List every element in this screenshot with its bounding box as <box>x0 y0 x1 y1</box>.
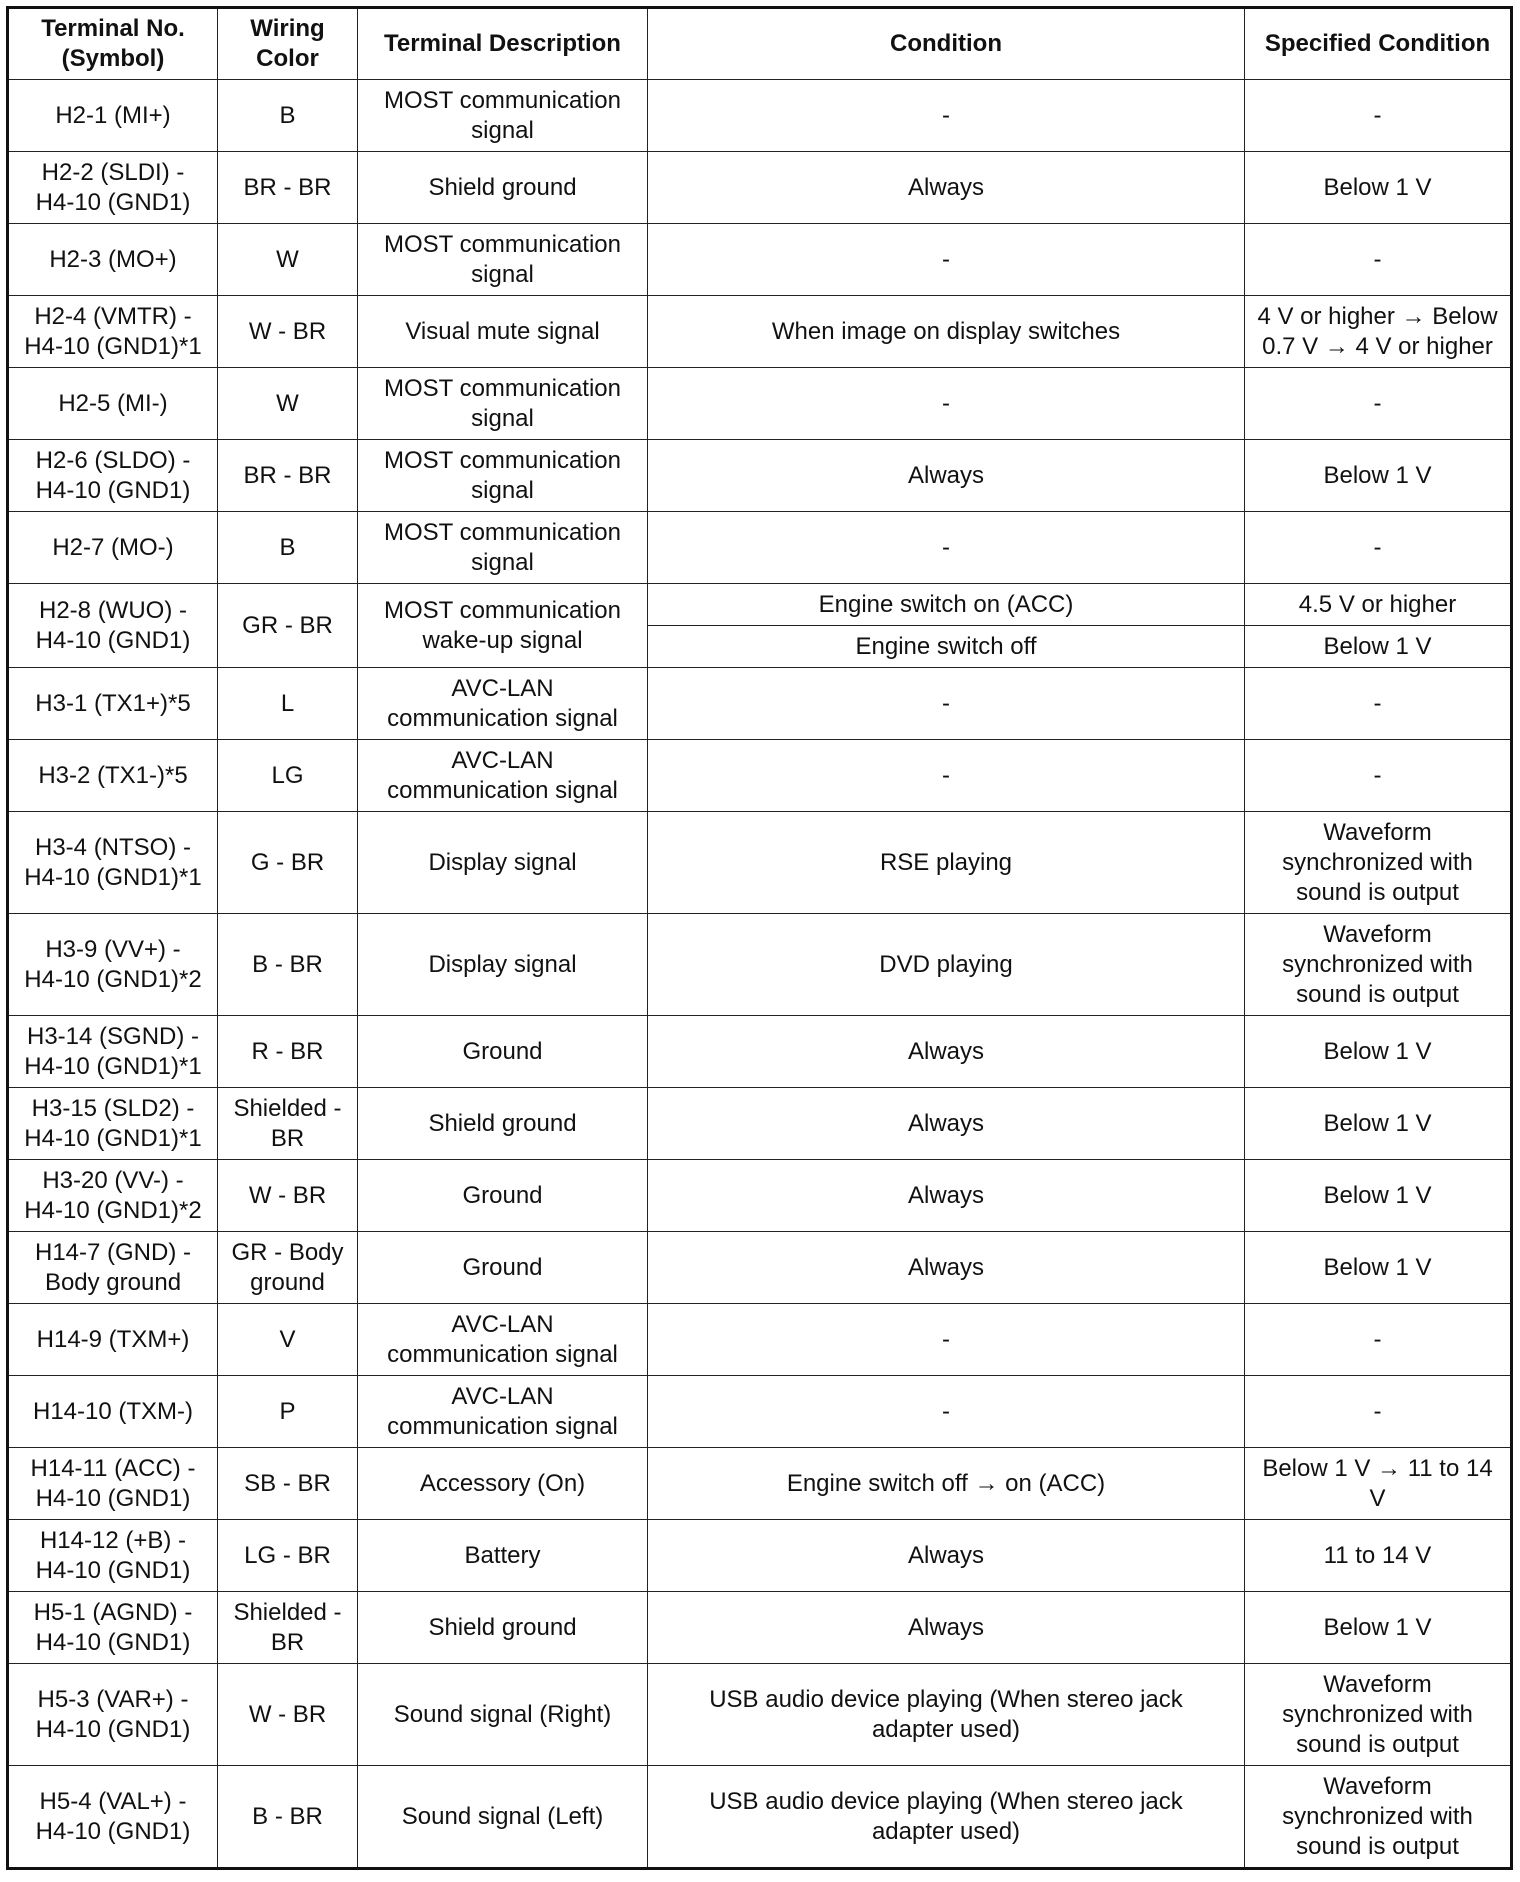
terminal-cell: H2-4 (VMTR) - H4-10 (GND1)*1 <box>8 296 218 368</box>
wiring-cell: GR - Body ground <box>218 1232 358 1304</box>
specified-cell: Waveform synchronized with sound is output <box>1245 812 1512 914</box>
condition-cell: - <box>648 368 1245 440</box>
description-cell: Ground <box>358 1232 648 1304</box>
terminal-cell: H2-3 (MO+) <box>8 224 218 296</box>
description-cell: Ground <box>358 1160 648 1232</box>
description-cell: Ground <box>358 1016 648 1088</box>
terminal-cell: H2-5 (MI-) <box>8 368 218 440</box>
terminal-cell: H3-4 (NTSO) - H4-10 (GND1)*1 <box>8 812 218 914</box>
condition-cell: Always <box>648 1088 1245 1160</box>
wiring-cell: B - BR <box>218 914 358 1016</box>
description-cell: AVC-LAN communication signal <box>358 668 648 740</box>
condition-cell: Always <box>648 1160 1245 1232</box>
header-specified: Specified Condition <box>1245 8 1512 80</box>
wiring-cell: V <box>218 1304 358 1376</box>
condition-cell: Always <box>648 1016 1245 1088</box>
header-terminal: Terminal No. (Symbol) <box>8 8 218 80</box>
header-row <box>8 8 1512 80</box>
table-row <box>8 1448 1512 1520</box>
description-cell: Display signal <box>358 812 648 914</box>
table-row <box>8 1664 1512 1766</box>
condition-cell: Always <box>648 1232 1245 1304</box>
description-cell: MOST communication signal <box>358 368 648 440</box>
description-cell: Sound signal (Right) <box>358 1664 648 1766</box>
terminal-cell: H2-6 (SLDO) - H4-10 (GND1) <box>8 440 218 512</box>
specified-cell: 11 to 14 V <box>1245 1520 1512 1592</box>
wiring-cell: BR - BR <box>218 152 358 224</box>
wiring-cell: P <box>218 1376 358 1448</box>
table-row <box>8 368 1512 440</box>
wiring-cell: B - BR <box>218 1766 358 1869</box>
condition-cell: DVD playing <box>648 914 1245 1016</box>
terminal-cell: H14-7 (GND) - Body ground <box>8 1232 218 1304</box>
table-row <box>8 1304 1512 1376</box>
terminal-cell: H3-1 (TX1+)*5 <box>8 668 218 740</box>
specified-cell: - <box>1245 668 1512 740</box>
wiring-cell: L <box>218 668 358 740</box>
condition-cell: Always <box>648 440 1245 512</box>
description-cell: Battery <box>358 1520 648 1592</box>
terminal-cell: H3-20 (VV-) - H4-10 (GND1)*2 <box>8 1160 218 1232</box>
table-row <box>8 1016 1512 1088</box>
specified-cell: - <box>1245 224 1512 296</box>
table-row <box>8 1088 1512 1160</box>
wiring-cell: B <box>218 512 358 584</box>
description-cell: Shield ground <box>358 1088 648 1160</box>
terminal-cell: H14-9 (TXM+) <box>8 1304 218 1376</box>
terminal-cell: H3-2 (TX1-)*5 <box>8 740 218 812</box>
description-cell: Visual mute signal <box>358 296 648 368</box>
terminal-cell: H5-3 (VAR+) - H4-10 (GND1) <box>8 1664 218 1766</box>
specified-cell: 4.5 V or higher <box>1245 584 1512 626</box>
terminal-cell: H3-15 (SLD2) - H4-10 (GND1)*1 <box>8 1088 218 1160</box>
condition-cell: Engine switch off → on (ACC) <box>648 1448 1245 1520</box>
terminal-cell: H2-1 (MI+) <box>8 80 218 152</box>
wiring-cell: GR - BR <box>218 584 358 668</box>
wiring-cell: W - BR <box>218 296 358 368</box>
specified-cell: - <box>1245 1376 1512 1448</box>
condition-cell: - <box>648 512 1245 584</box>
specified-cell: Below 1 V <box>1245 440 1512 512</box>
table-row <box>8 1160 1512 1232</box>
specified-cell: - <box>1245 512 1512 584</box>
description-cell: AVC-LAN communication signal <box>358 1376 648 1448</box>
condition-cell: - <box>648 1304 1245 1376</box>
condition-cell: RSE playing <box>648 812 1245 914</box>
description-cell: MOST communication signal <box>358 224 648 296</box>
terminal-cell: H3-14 (SGND) - H4-10 (GND1)*1 <box>8 1016 218 1088</box>
terminal-cell: H14-10 (TXM-) <box>8 1376 218 1448</box>
wiring-cell: W - BR <box>218 1664 358 1766</box>
specified-cell: Waveform synchronized with sound is output <box>1245 914 1512 1016</box>
wiring-cell: G - BR <box>218 812 358 914</box>
description-cell: Sound signal (Left) <box>358 1766 648 1869</box>
terminal-cell: H2-2 (SLDI) - H4-10 (GND1) <box>8 152 218 224</box>
description-cell: MOST communication signal <box>358 80 648 152</box>
condition-cell: When image on display switches <box>648 296 1245 368</box>
specified-cell: Below 1 V → 11 to 14 V <box>1245 1448 1512 1520</box>
table-row <box>8 1376 1512 1448</box>
table-row <box>8 296 1512 368</box>
table-row <box>8 152 1512 224</box>
table-row <box>8 584 1512 626</box>
wiring-cell: SB - BR <box>218 1448 358 1520</box>
description-cell: MOST communication signal <box>358 440 648 512</box>
condition-cell: Always <box>648 1592 1245 1664</box>
condition-cell: - <box>648 740 1245 812</box>
condition-cell: - <box>648 1376 1245 1448</box>
specified-cell: Below 1 V <box>1245 152 1512 224</box>
terminal-cell: H14-12 (+B) - H4-10 (GND1) <box>8 1520 218 1592</box>
table-row <box>8 224 1512 296</box>
table-row <box>8 668 1512 740</box>
condition-cell: Engine switch off <box>648 626 1245 668</box>
terminal-cell: H2-8 (WUO) - H4-10 (GND1) <box>8 584 218 668</box>
condition-cell: - <box>648 224 1245 296</box>
description-cell: AVC-LAN communication signal <box>358 1304 648 1376</box>
condition-cell: - <box>648 668 1245 740</box>
terminal-cell: H3-9 (VV+) - H4-10 (GND1)*2 <box>8 914 218 1016</box>
header-condition: Condition <box>648 8 1245 80</box>
wiring-cell: W <box>218 224 358 296</box>
description-cell: Display signal <box>358 914 648 1016</box>
condition-cell: Engine switch on (ACC) <box>648 584 1245 626</box>
condition-cell: Always <box>648 1520 1245 1592</box>
table-row <box>8 914 1512 1016</box>
terminal-cell: H14-11 (ACC) - H4-10 (GND1) <box>8 1448 218 1520</box>
condition-cell: USB audio device playing (When stereo jack adapter used) <box>648 1664 1245 1766</box>
table-row <box>8 1766 1512 1869</box>
specified-cell: Waveform synchronized with sound is output <box>1245 1766 1512 1869</box>
wiring-cell: R - BR <box>218 1016 358 1088</box>
description-cell: Shield ground <box>358 1592 648 1664</box>
table-row <box>8 812 1512 914</box>
wiring-cell: LG - BR <box>218 1520 358 1592</box>
wiring-cell: Shielded - BR <box>218 1088 358 1160</box>
specified-cell: Below 1 V <box>1245 1160 1512 1232</box>
table-row <box>8 512 1512 584</box>
specified-cell: - <box>1245 740 1512 812</box>
description-cell: AVC-LAN communication signal <box>358 740 648 812</box>
wiring-cell: BR - BR <box>218 440 358 512</box>
condition-cell: Always <box>648 152 1245 224</box>
wiring-cell: LG <box>218 740 358 812</box>
terminal-cell: H2-7 (MO-) <box>8 512 218 584</box>
condition-cell: - <box>648 80 1245 152</box>
table-row <box>8 740 1512 812</box>
specified-cell: - <box>1245 1304 1512 1376</box>
header-wiring: Wiring Color <box>218 8 358 80</box>
table-row <box>8 440 1512 512</box>
specified-cell: Below 1 V <box>1245 1232 1512 1304</box>
specified-cell: - <box>1245 80 1512 152</box>
terminal-spec-table <box>6 6 1513 1870</box>
description-cell: Shield ground <box>358 152 648 224</box>
specified-cell: Waveform synchronized with sound is output <box>1245 1664 1512 1766</box>
description-cell: MOST communication wake-up signal <box>358 584 648 668</box>
table-row <box>8 80 1512 152</box>
table-row <box>8 1520 1512 1592</box>
wiring-cell: B <box>218 80 358 152</box>
table-row <box>8 1232 1512 1304</box>
wiring-cell: Shielded - BR <box>218 1592 358 1664</box>
specified-cell: 4 V or higher → Below 0.7 V → 4 V or higher <box>1245 296 1512 368</box>
description-cell: MOST communication signal <box>358 512 648 584</box>
specified-cell: Below 1 V <box>1245 626 1512 668</box>
specified-cell: - <box>1245 368 1512 440</box>
table-row <box>8 1592 1512 1664</box>
terminal-cell: H5-1 (AGND) - H4-10 (GND1) <box>8 1592 218 1664</box>
specified-cell: Below 1 V <box>1245 1016 1512 1088</box>
wiring-cell: W - BR <box>218 1160 358 1232</box>
wiring-cell: W <box>218 368 358 440</box>
header-description: Terminal Description <box>358 8 648 80</box>
specified-cell: Below 1 V <box>1245 1592 1512 1664</box>
terminal-cell: H5-4 (VAL+) - H4-10 (GND1) <box>8 1766 218 1869</box>
condition-cell: USB audio device playing (When stereo jack adapter used) <box>648 1766 1245 1869</box>
description-cell: Accessory (On) <box>358 1448 648 1520</box>
specified-cell: Below 1 V <box>1245 1088 1512 1160</box>
